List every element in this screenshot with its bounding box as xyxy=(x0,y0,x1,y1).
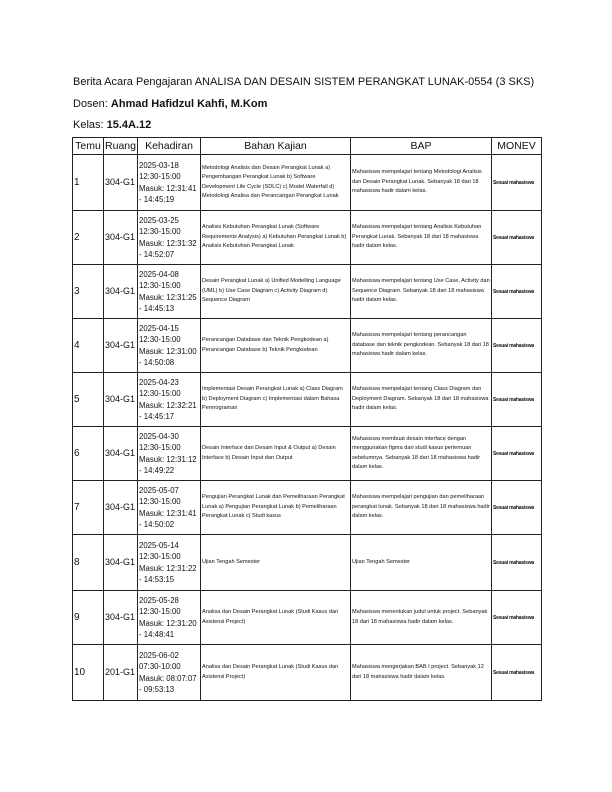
attendance-check-in: Masuk: 12:31:41 xyxy=(139,508,197,518)
attendance-cell xyxy=(138,211,201,265)
table-row xyxy=(73,535,542,591)
study-material-cell: Analisis Kebutuhan Perangkat Lunak (Software Requirements Analysis) a) Kebutuhan Perangkat Lunak b) Analisis Kebutuhan Perangkat Lunak xyxy=(201,211,351,265)
meeting-number: 6 xyxy=(73,427,104,481)
attendance-schedule: 12:30-15:00 xyxy=(139,497,181,506)
attendance-date: 2025-05-14 xyxy=(139,540,179,550)
room-cell: 304-G1 xyxy=(104,535,138,591)
room-cell: 304-G1 xyxy=(104,591,138,645)
table-row xyxy=(73,427,542,481)
monev-status: Sesuai mahasiswa xyxy=(493,396,534,403)
room-cell: 304-G1 xyxy=(104,155,138,211)
table-row xyxy=(73,319,542,373)
course-name: ANALISA DAN DESAIN SISTEM PERANGKAT LUNAK xyxy=(194,76,465,88)
attendance-check-out: - 14:53:15 xyxy=(139,575,175,584)
attendance-check-in: Masuk: 08:07:07 xyxy=(139,673,197,683)
attendance-cell xyxy=(138,373,201,427)
monev-status: Sesuai mahasiswa xyxy=(493,504,534,511)
room-cell: 304-G1 xyxy=(104,427,138,481)
table-row xyxy=(73,645,542,701)
attendance-date: 2025-05-07 xyxy=(139,485,179,495)
monev-cell xyxy=(492,427,542,481)
course-title-line xyxy=(73,76,534,89)
attendance-check-in: Masuk: 12:31:20 xyxy=(139,618,197,628)
attendance-cell xyxy=(138,265,201,319)
study-material-cell: Analisa dan Desain Perangkat Lunak (Studi Kasus dan Asistensi Project) xyxy=(201,645,351,701)
bap-cell: Mahasiswa mempelajari tentang Metodologi Analisis dan Desain Perangkat Lunak. Sebanyak 18 dari 18 mahasiswa hadir dalam kelas. xyxy=(351,155,492,211)
attendance-check-in: Masuk: 12:31:12 xyxy=(139,454,197,464)
monev-status: Sesuai mahasiswa xyxy=(493,179,534,186)
attendance-check-in: Masuk: 12:31:41 xyxy=(139,183,197,193)
meeting-number: 3 xyxy=(73,265,104,319)
column-header-kehadiran: Kehadiran xyxy=(138,138,201,155)
attendance-check-in: Masuk: 12:32:21 xyxy=(139,400,197,410)
attendance-schedule: 12:30-15:00 xyxy=(139,443,181,452)
meeting-number: 4 xyxy=(73,319,104,373)
attendance-cell xyxy=(138,319,201,373)
bap-cell: Mahasiswa mengerjakan BAB I project. Sebanyak 12 dari 18 mahasiswa hadir dalam kelas. xyxy=(351,645,492,701)
room-cell: 304-G1 xyxy=(104,319,138,373)
attendance-cell xyxy=(138,155,201,211)
attendance-date: 2025-06-02 xyxy=(139,650,179,660)
monev-status: Sesuai mahasiswa xyxy=(493,614,534,621)
table-row xyxy=(73,211,542,265)
class-line xyxy=(73,119,151,132)
monev-status: Sesuai mahasiswa xyxy=(493,342,534,349)
column-header-temu: Temu xyxy=(73,138,104,155)
monev-status: Sesuai mahasiswa xyxy=(493,288,534,295)
attendance-schedule: 12:30-15:00 xyxy=(139,607,181,616)
attendance-check-in: Masuk: 12:31:00 xyxy=(139,346,197,356)
meeting-number: 2 xyxy=(73,211,104,265)
attendance-table xyxy=(72,137,542,701)
monev-status: Sesuai mahasiswa xyxy=(493,450,534,457)
attendance-cell xyxy=(138,645,201,701)
monev-cell xyxy=(492,319,542,373)
attendance-date: 2025-05-28 xyxy=(139,595,179,605)
table-header-row xyxy=(73,138,542,155)
attendance-schedule: 12:30-15:00 xyxy=(139,335,181,344)
attendance-check-in: Masuk: 12:31:22 xyxy=(139,563,197,573)
room-cell: 304-G1 xyxy=(104,265,138,319)
attendance-check-out: - 14:48:41 xyxy=(139,630,175,639)
attendance-cell xyxy=(138,535,201,591)
study-material-cell: Ujian Tengah Semester xyxy=(201,535,351,591)
column-header-ruang: Ruang xyxy=(104,138,138,155)
study-material-cell: Analisa dan Desain Perangkat Lunak (Studi Kasus dan Asistensi Project) xyxy=(201,591,351,645)
table-row xyxy=(73,481,542,535)
room-cell: 304-G1 xyxy=(104,481,138,535)
meeting-number: 9 xyxy=(73,591,104,645)
study-material-cell: Desain Interface dan Desain Input & Output a) Desain Interface b) Desain Input dan Output xyxy=(201,427,351,481)
attendance-schedule: 12:30-15:00 xyxy=(139,172,181,181)
attendance-cell xyxy=(138,481,201,535)
attendance-date: 2025-03-25 xyxy=(139,215,179,225)
lecturer-name: Ahmad Hafidzul Kahfi, M.Kom xyxy=(110,98,268,110)
attendance-check-out: - 14:50:02 xyxy=(139,520,175,529)
class-value: 15.4A.12 xyxy=(106,119,152,131)
attendance-check-out: - 09:53:13 xyxy=(139,685,175,694)
attendance-check-out: - 14:45:13 xyxy=(139,304,175,313)
table-row xyxy=(73,155,542,211)
monev-cell xyxy=(492,155,542,211)
bap-cell: Mahasiswa mempelajari tentang Use Case, Activity dan Sequence Diagram. Sebanyak 18 dari 18 mahasiswa hadir dalam kelas. xyxy=(351,265,492,319)
attendance-date: 2025-04-30 xyxy=(139,431,179,441)
monev-cell xyxy=(492,591,542,645)
table-row xyxy=(73,373,542,427)
meeting-number: 7 xyxy=(73,481,104,535)
study-material-cell: Perancangan Database dan Teknik Pengkodean a) Perancangan Database b) Teknik Pengkodean xyxy=(201,319,351,373)
attendance-cell xyxy=(138,591,201,645)
bap-cell: Mahasiswa membuat desain interface dengan menggunakan figma dari studi kasus pertemuan sebelumnya. Sebanyak 18 dari 18 mahasiswa hadir dalam kelas. xyxy=(351,427,492,481)
table-row xyxy=(73,265,542,319)
room-cell: 304-G1 xyxy=(104,373,138,427)
study-material-cell: Pengujian Perangkat Lunak dan Pemeliharaan Perangkat Lunak a) Pengujian Perangkat Lunak b) Pemeliharaan Perangkat Lunak c) Studi kasus xyxy=(201,481,351,535)
attendance-check-out: - 14:49:22 xyxy=(139,466,175,475)
monev-cell xyxy=(492,645,542,701)
bap-cell: Ujian Tengah Semester xyxy=(351,535,492,591)
meeting-number: 8 xyxy=(73,535,104,591)
class-label: Kelas: xyxy=(73,119,104,131)
room-cell: 201-G1 xyxy=(104,645,138,701)
meeting-number: 5 xyxy=(73,373,104,427)
attendance-check-out: - 14:52:07 xyxy=(139,250,175,259)
monev-cell xyxy=(492,535,542,591)
lecturer-line xyxy=(73,98,267,111)
column-header-bap: BAP xyxy=(351,138,492,155)
table-row xyxy=(73,591,542,645)
bap-cell: Mahasiswa menentukan judul untuk project. Sebanyak 18 dari 18 mahasiswa hadir dalam kelas. xyxy=(351,591,492,645)
bap-cell: Mahasiswa mempelajari tentang Class Diagram dan Deployment Diagram. Sebanyak 18 dari 18 mahasiswa hadir dalam kelas. xyxy=(351,373,492,427)
course-code: -0554 (3 SKS) xyxy=(464,76,535,88)
attendance-check-out: - 14:45:19 xyxy=(139,195,175,204)
meeting-number: 1 xyxy=(73,155,104,211)
study-material-cell: Implementasi Desain Perangkat Lunak a) Class Diagram b) Deployment Diagram c) Implementasi dalam Bahasa Pemrograman xyxy=(201,373,351,427)
attendance-schedule: 12:30-15:00 xyxy=(139,281,181,290)
monev-cell xyxy=(492,373,542,427)
attendance-schedule: 12:30-15:00 xyxy=(139,389,181,398)
study-material-cell: Metodologi Analisis dan Desain Perangkat Lunak a) Pengembangan Perangkat Lunak b) Software Development Life Cycle (SDLC) c) Model Waterfall d) Metodologi Analisa dan Perancangan Perangkat Lunak xyxy=(201,155,351,211)
monev-status: Sesuai mahasiswa xyxy=(493,234,534,241)
attendance-schedule: 12:30-15:00 xyxy=(139,552,181,561)
monev-cell xyxy=(492,265,542,319)
attendance-check-out: - 14:50:08 xyxy=(139,358,175,367)
room-cell: 304-G1 xyxy=(104,211,138,265)
monev-status: Sesuai mahasiswa xyxy=(493,559,534,566)
attendance-check-out: - 14:45:17 xyxy=(139,412,175,421)
monev-cell xyxy=(492,481,542,535)
attendance-check-in: Masuk: 12:31:25 xyxy=(139,292,197,302)
bap-cell: Mahasiswa mempelajari tentang Analisis Kebutuhan Perangkat Lunak. Sebanyak 18 dari 18 mahasiswa hadir dalam kelas. xyxy=(351,211,492,265)
column-header-monev: MONEV xyxy=(492,138,542,155)
bap-cell: Mahasiswa mempelajari tentang perancangan database dan teknik pengkodean. Sebanyak 18 dari 18 mahasiswa hadir dalam kelas. xyxy=(351,319,492,373)
attendance-check-in: Masuk: 12:31:32 xyxy=(139,238,197,248)
monev-status: Sesuai mahasiswa xyxy=(493,669,534,676)
attendance-schedule: 07:30-10:00 xyxy=(139,662,181,671)
attendance-date: 2025-04-23 xyxy=(139,377,179,387)
attendance-schedule: 12:30-15:00 xyxy=(139,227,181,236)
attendance-date: 2025-04-15 xyxy=(139,323,179,333)
study-material-cell: Desain Perangkat Lunak a) Unified Modelling Language (UML) b) Use Case Diagram c) Activity Diagram d) Sequence Diagram xyxy=(201,265,351,319)
attendance-date: 2025-04-08 xyxy=(139,269,179,279)
meeting-number: 10 xyxy=(73,645,104,701)
bap-cell: Mahasiswa mempelajari pengujian dan pemeliharaan perangkat lunak. Sebanyak 18 dari 18 mahasiswa hadir dalam kelas. xyxy=(351,481,492,535)
monev-cell xyxy=(492,211,542,265)
attendance-cell xyxy=(138,427,201,481)
attendance-date: 2025-03-18 xyxy=(139,160,179,170)
column-header-bahan-kajian: Bahan Kajian xyxy=(201,138,351,155)
title-prefix: Berita Acara Pengajaran xyxy=(73,76,193,88)
lecturer-label: Dosen: xyxy=(73,98,108,110)
